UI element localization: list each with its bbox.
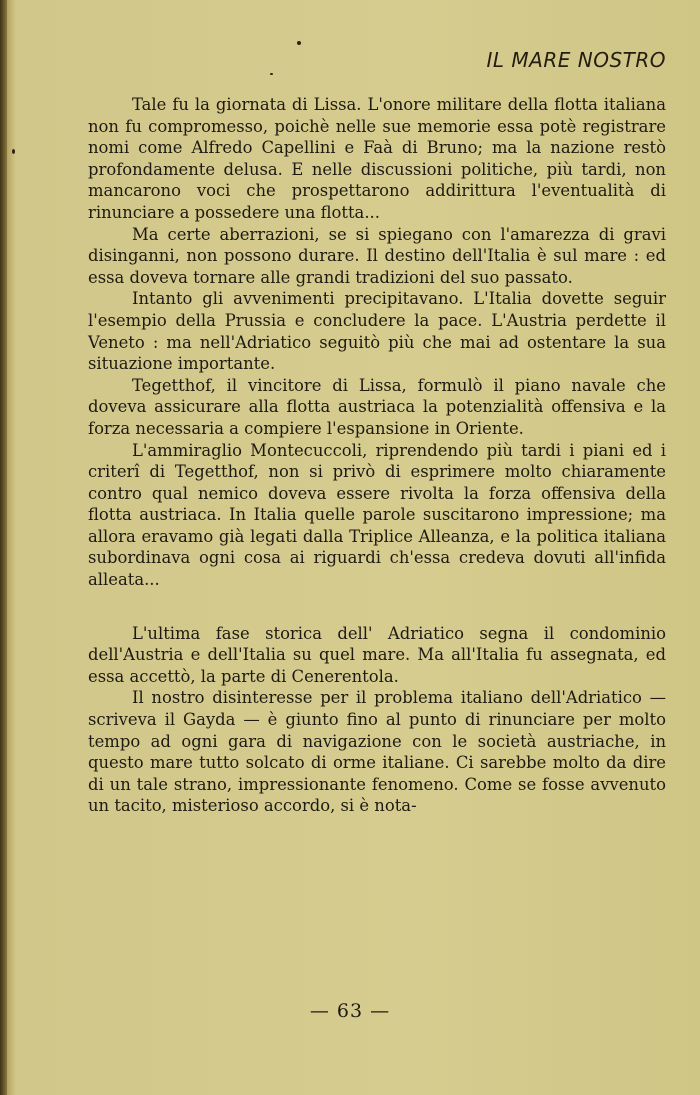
page-number: — 63 —: [309, 1000, 391, 1022]
paragraph: Tegetthof, il vincitore di Lissa, formulò il piano navale che doveva assicurare alla flotta austriaca la potenzialità offensiva e la forza necessaria a compiere l'espansione in Oriente.: [88, 375, 666, 438]
book-spine-edge: [0, 0, 7, 1095]
paragraph: Tale fu la giornata di Lissa. L'onore militare della flotta italiana non fu compromesso, poichè nelle sue memorie essa potè registrare nomi come Alfredo Capellini e Faà di Bruno; ma la nazione restò profondamente delusa. E nelle discussioni politiche, più tardi, non mancarono voci che prospettarono addirittura l'eventualità di rinunciare a possedere una flotta...: [88, 95, 666, 222]
running-header: IL MARE NOSTRO: [486, 48, 666, 72]
section-break: [88, 591, 666, 623]
print-speck: [12, 149, 15, 154]
print-speck: [270, 73, 273, 75]
paragraph: L'ammiraglio Montecuccoli, riprendendo più tardi i piani ed i criterî di Tegetthof, non si privò di esprimere molto chiaramente contro qual nemico doveva essere rivolta la forza offensiva della flotta austriaca. In Italia quelle parole suscitarono impressione; ma allora eravamo già legati dalla Triplice Alleanza, e la politica italiana subordinava ogni cosa ai riguardi ch'essa credeva dovuti all'infida alleata...: [88, 440, 666, 590]
paragraph: Il nostro disinteresse per il problema italiano dell'Adriatico — scriveva il Gayda — è giunto fino al punto di rinunciare per molto tempo ad ogni gara di navigazione con le società austriache, in questo mare tutto solcato di orme italiane. Ci sarebbe molto da dire di un tale strano, impressionante fenomeno. Come se fosse avvenuto un tacito, misterioso accordo, si è nota-: [88, 688, 666, 816]
print-speck: [297, 41, 301, 45]
paragraph: Intanto gli avvenimenti precipitavano. L'Italia dovette seguir l'esempio della Prussia e concludere la pace. L'Austria perdette il Veneto : ma nell'Adriatico seguitò più che mai ad ostentare la sua situazione importante.: [88, 289, 666, 374]
paragraph: Ma certe aberrazioni, se si spiegano con l'amarezza di gravi disinganni, non possono durare. Il destino dell'Italia è sul mare : ed essa doveva tornare alle grandi tradizioni del suo passato.: [88, 224, 666, 287]
body-text: [88, 94, 666, 817]
paragraph: L'ultima fase storica dell' Adriatico segna il condominio dell'Austria e dell'Italia su quel mare. Ma all'Italia fu assegnata, ed essa accettò, la parte di Cenerentola.: [88, 623, 666, 686]
